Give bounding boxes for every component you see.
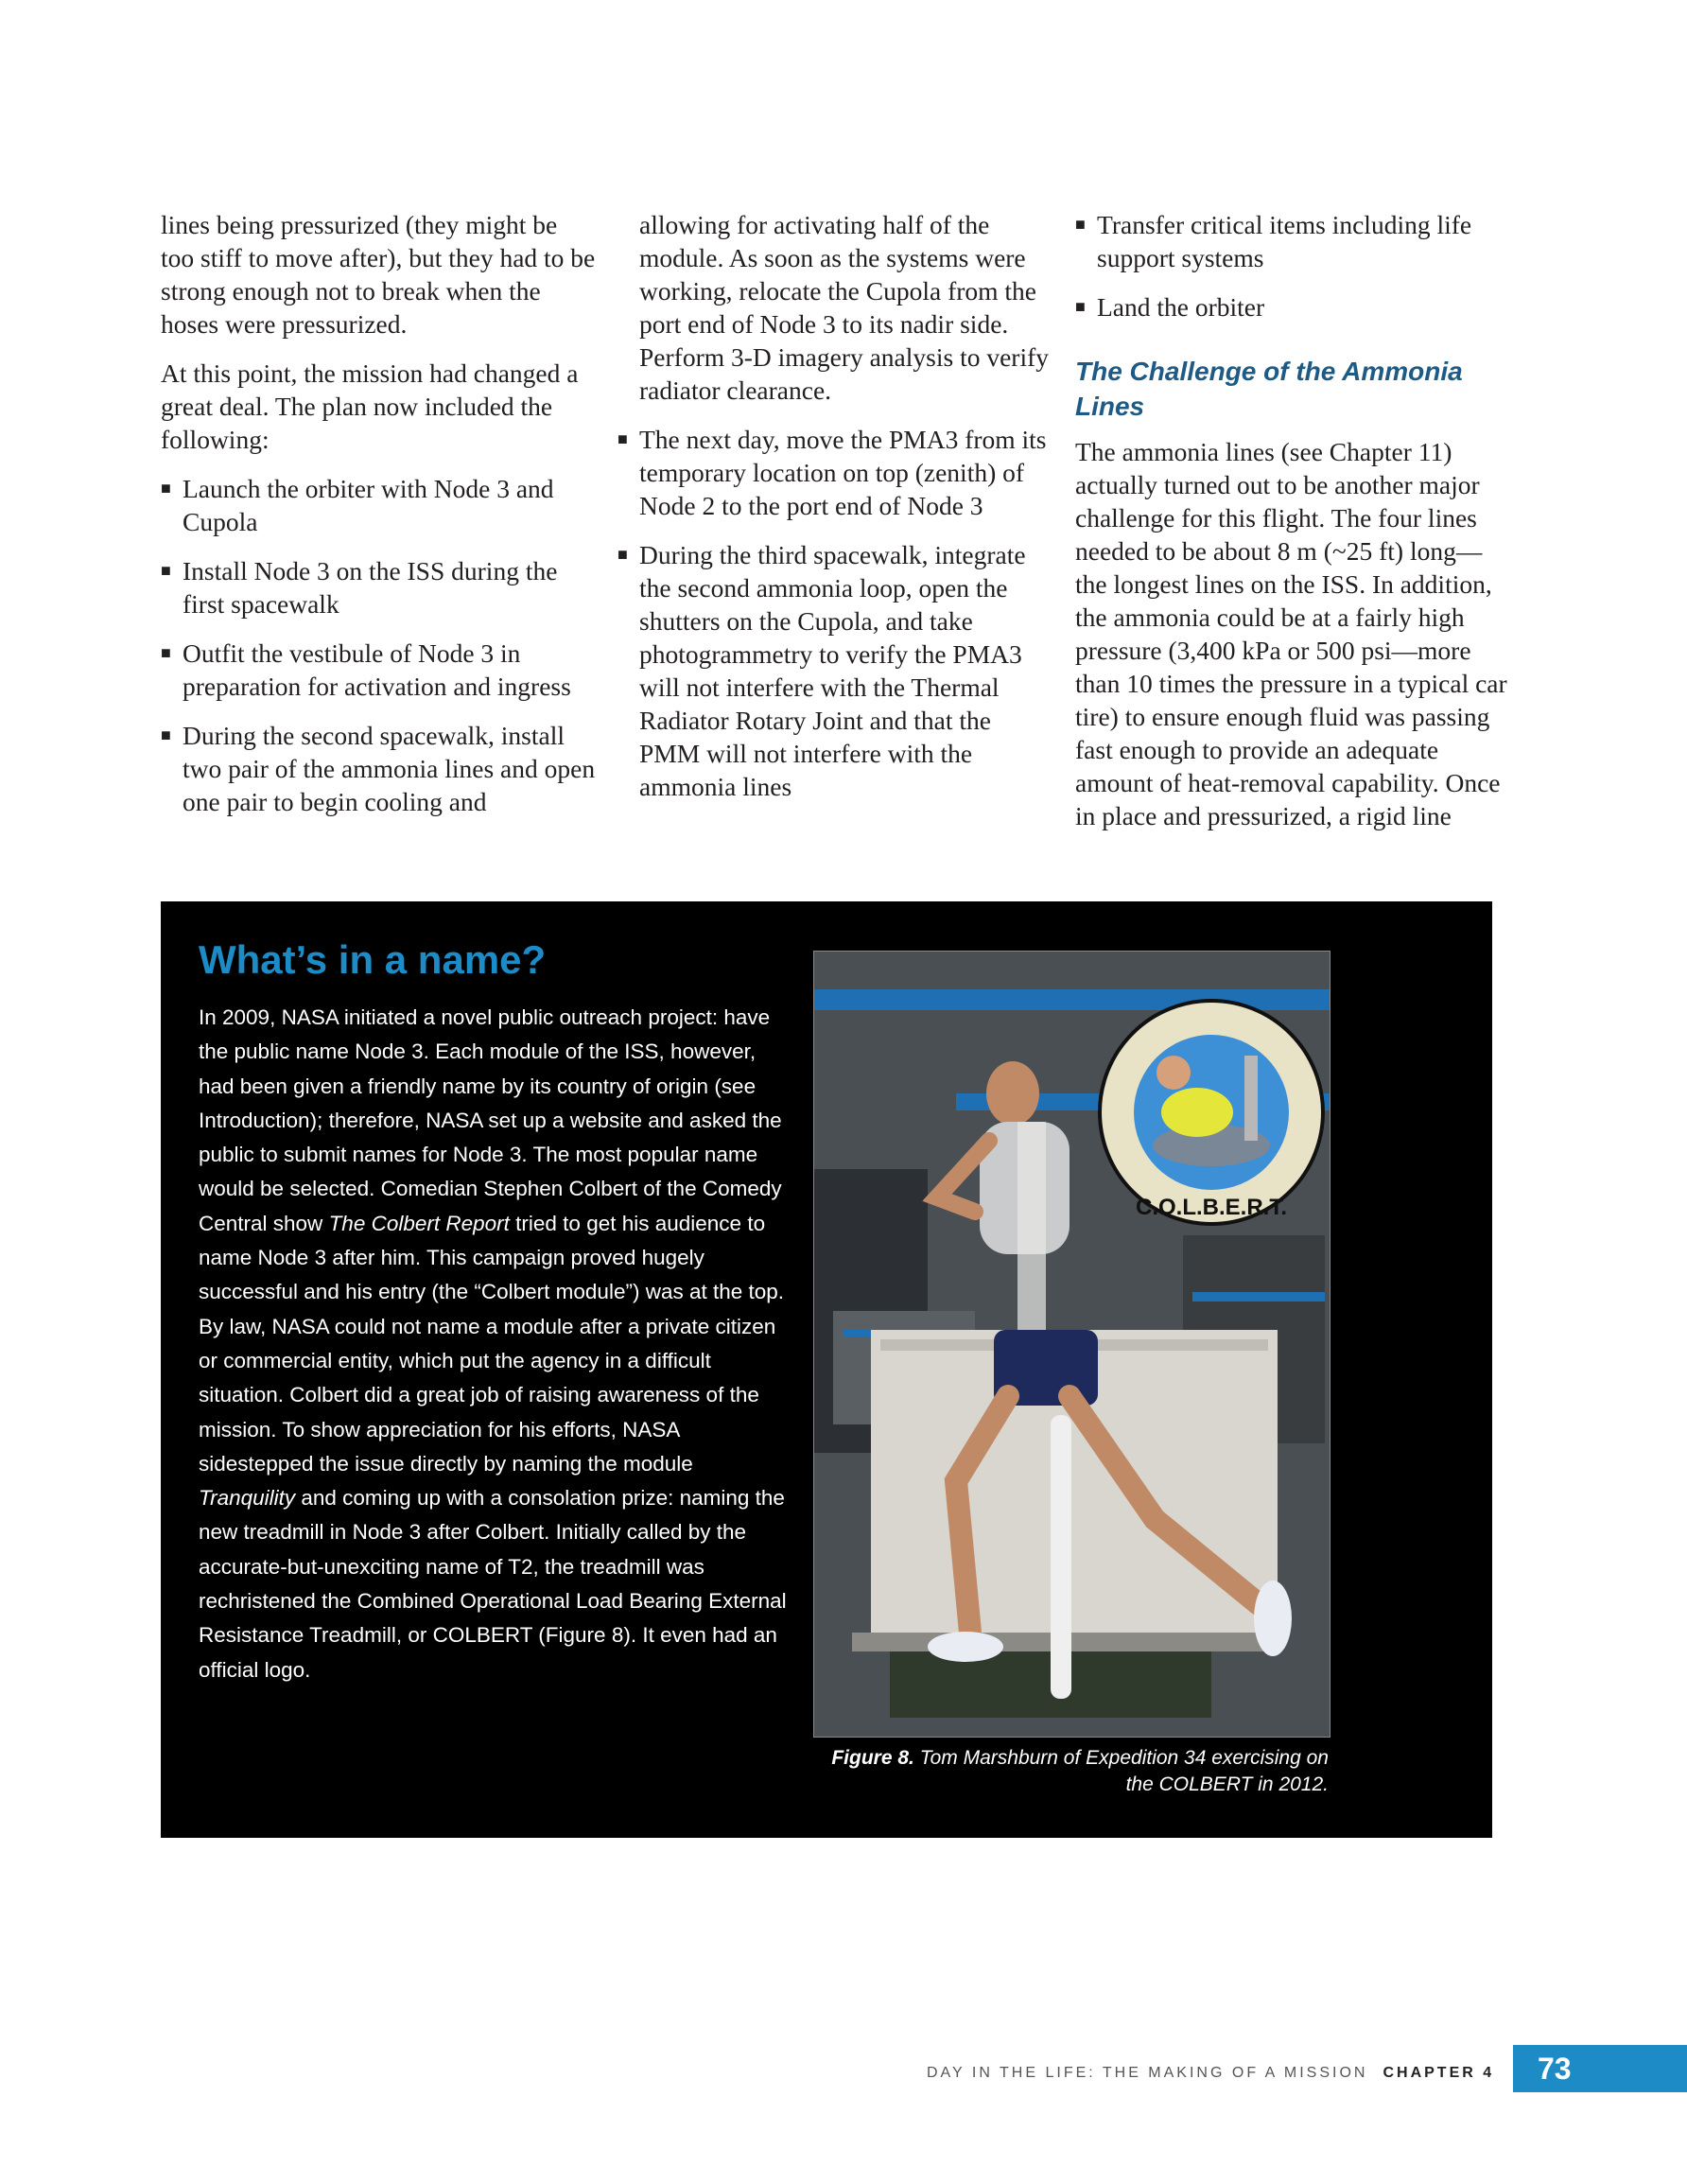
paragraph: The ammonia lines (see Chapter 11) actually turned out to be another major challenge for this flight. The four lines needed to be about 8 m (~25 ft) long—the longest lines on the ISS. In addition, the ammonia could be at a fairly high pressure (3,400 kPa or 500 psi—more than 10 times the pressure in a typical car tire) to ensure enough fluid was passing fast enough to provide an adequate amount of heat-removal capability. Once in place and pressurized, a rigid line	[1075, 437, 1507, 830]
square-bullet-icon: ■	[1075, 215, 1086, 234]
paragraph: lines being pressurized (they might be too stiff to move after), but they had to be strong enough not to break when the hoses were pressurized.	[161, 210, 596, 339]
text-column-1	[161, 208, 596, 834]
square-bullet-icon: ■	[1075, 297, 1086, 316]
square-bullet-icon: ■	[617, 429, 628, 448]
section-subheading: The Challenge of the Ammonia Lines	[1075, 357, 1463, 421]
text-column-3	[1075, 208, 1510, 848]
text-column-2	[617, 208, 1052, 819]
chapter-label: CHAPTER 4	[1383, 2065, 1495, 2081]
list-item: ■ Transfer critical items including life support systems	[1075, 210, 1472, 272]
list-item: ■ During the second spacewalk, install two pair of the ammonia lines and open one pair to begin cooling and	[161, 721, 596, 816]
figure-caption: Figure 8. Tom Marshburn of Expedition 34 exercising on the COLBERT in 2012.	[831, 1747, 1329, 1795]
page-number: 73	[1513, 2045, 1687, 2092]
square-bullet-icon: ■	[161, 643, 171, 662]
bullet-list	[617, 423, 1052, 803]
square-bullet-icon: ■	[161, 561, 171, 580]
square-bullet-icon: ■	[161, 479, 171, 498]
list-item: ■ Outfit the vestibule of Node 3 in preparation for activation and ingress	[161, 638, 571, 701]
list-item: ■ During the third spacewalk, integrate the second ammonia loop, open the shutters on the Cupola, and take photogrammetry to verify the PMA3 will not interfere with the Thermal Radiator Rotary Joint and that the PMM will not interfere with the ammonia lines	[617, 540, 1026, 801]
sidebar-title: What’s in a name?	[199, 937, 547, 982]
treadmill-photo-illustration	[814, 952, 1330, 1737]
running-footer	[927, 2065, 1494, 2082]
bullet-list	[1075, 208, 1510, 323]
figure-photo	[813, 951, 1330, 1738]
list-item: ■ Install Node 3 on the ISS during the first spacewalk	[161, 556, 558, 619]
bullet-list	[161, 472, 596, 818]
running-title: DAY IN THE LIFE: THE MAKING OF A MISSION	[927, 2065, 1368, 2081]
list-item: ■ Land the orbiter	[1075, 292, 1265, 322]
logo-lettering: C.O.L.B.E.R.T.	[1135, 1195, 1288, 1220]
square-bullet-icon: ■	[161, 725, 171, 744]
sidebar-text: In 2009, NASA initiated a novel public outreach project: have the public name Node 3. Each module of the ISS, however, had been given a friendly name by its country of origin (see Introduction); therefore, NASA set up a website and asked the public to submit names for Node 3. The most popular name would be selected. Comedian Stephen Colbert of the Comedy Central show The Colbert Report tried to get his audience to name Node 3 after him. This campaign proved hugely successful and his entry (the “Colbert module”) was at the top. By law, NASA could not name a module after a private citizen or commercial entity, which put the agency in a difficult situation. Colbert did a great job of raising awareness of the mission. To show appreciation for his efforts, NASA sidestepped the issue directly by naming the module Tranquility and coming up with a consolation prize: naming the new treadmill in Node 3 after Colbert. Initially called by the accurate-but-unexciting name of T2, the treadmill was rechristened the Combined Operational Load Bearing External Resistance Treadmill, or COLBERT (Figure 8). It even had an official logo.	[199, 1005, 787, 1682]
list-item: ■ The next day, move the PMA3 from its temporary location on top (zenith) of Node 2 to the port end of Node 3	[617, 425, 1047, 520]
list-item: ■ Launch the orbiter with Node 3 and Cupola	[161, 474, 554, 536]
continued-list-text: allowing for activating half of the module. As soon as the systems were working, relocate the Cupola from the port end of Node 3 to its nadir side. Perform 3-D imagery analysis to verify radiator clearance.	[639, 210, 1050, 405]
paragraph: At this point, the mission had changed a great deal. The plan now included the following:	[161, 358, 579, 454]
sidebar-box	[161, 901, 1492, 1838]
square-bullet-icon: ■	[617, 545, 628, 564]
